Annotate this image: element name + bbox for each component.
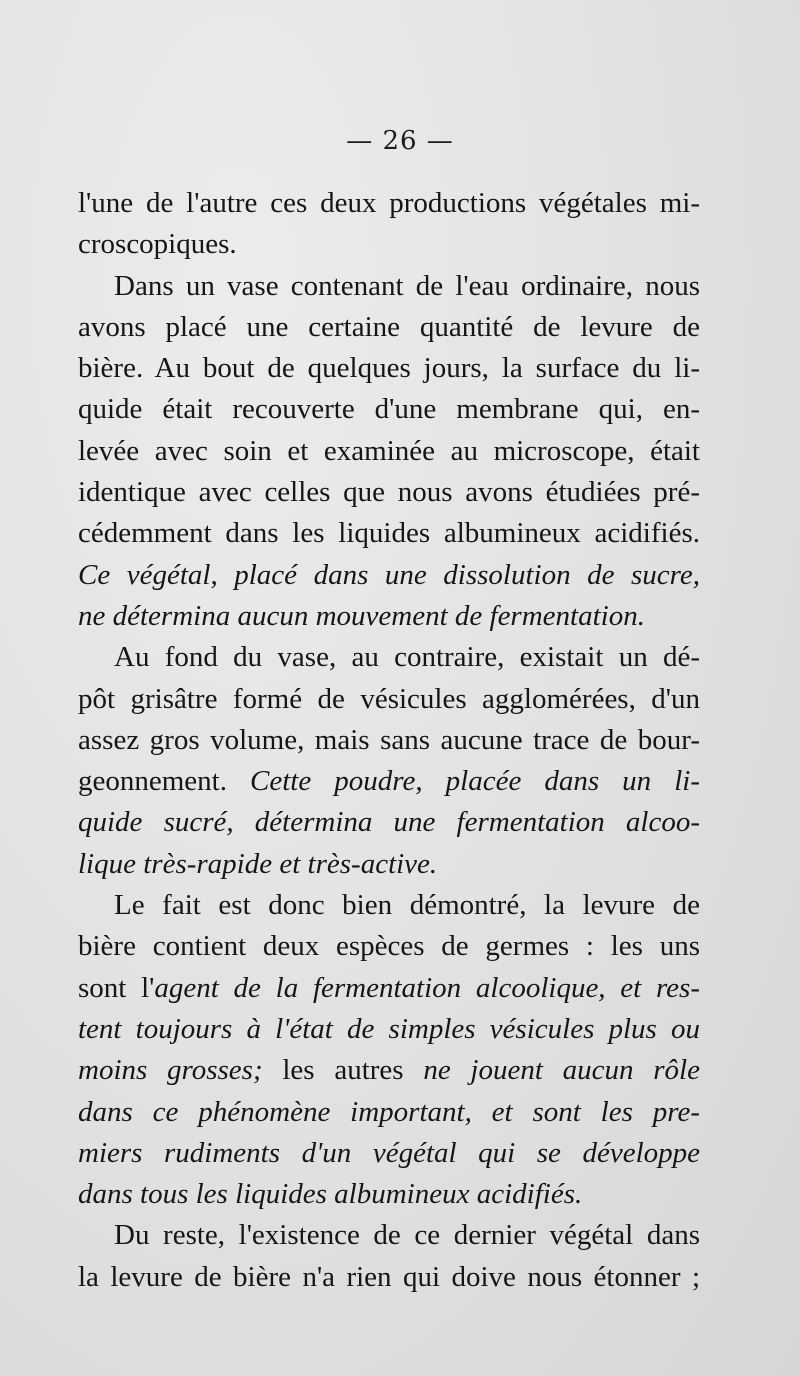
italic-text-segment: Cette poudre, placée dans un li- [250, 765, 700, 798]
text-line [78, 844, 700, 885]
text-line [78, 1215, 700, 1256]
text-segment: Dans un vase contenant de l'eau ordinaire, nous [114, 269, 700, 302]
page-number: — 26 — [346, 126, 454, 156]
text-line [78, 885, 700, 926]
text-segment: identique avec celles que nous avons étudiées pré- [78, 476, 700, 509]
text-line [78, 348, 700, 389]
text-line [78, 472, 700, 513]
text-line [78, 1133, 700, 1174]
text-segment: assez gros volume, mais sans aucune trace de bour- [78, 723, 700, 756]
text-line [78, 431, 700, 472]
text-line [78, 389, 700, 430]
italic-text-segment: moins grosses; [78, 1054, 263, 1087]
italic-text-segment: dans ce phénomène important, et sont les pre- [78, 1095, 700, 1128]
italic-text-segment: tent toujours à l'état de simples vésicules plus ou [78, 1012, 700, 1045]
italic-text-segment: agent de la fermentation alcoolique, et res- [154, 971, 700, 1004]
text-line [78, 1050, 700, 1091]
text-line [78, 1174, 700, 1215]
text-line [78, 1092, 700, 1133]
text-line [78, 637, 700, 678]
italic-text-segment: quide sucré, détermina une fermentation alcoo- [78, 806, 700, 839]
italic-text-segment: ne détermina aucun mouvement de fermentation. [78, 599, 645, 632]
text-segment: bière. Au bout de quelques jours, la surface du li- [78, 352, 700, 385]
italic-text-segment: miers rudiments d'un végétal qui se développe [78, 1136, 700, 1169]
italic-text-segment: dans tous les liquides albumineux acidifiés. [78, 1178, 583, 1211]
italic-text-segment: Ce végétal, placé dans une dissolution de sucre, [78, 558, 700, 591]
text-segment: avons placé une certaine quantité de levure de [78, 310, 700, 343]
text-line [78, 1009, 700, 1050]
text-line [78, 513, 700, 554]
text-line [78, 926, 700, 967]
text-line [78, 224, 700, 265]
body-text [78, 183, 700, 1298]
text-segment: croscopiques. [78, 228, 237, 261]
text-segment: Au fond du vase, au contraire, existait un dé- [114, 641, 700, 674]
text-segment: la levure de bière n'a rien qui doive nous étonner ; [78, 1260, 700, 1293]
text-segment: levée avec soin et examinée au microscope, était [78, 434, 700, 467]
text-segment: Du reste, l'existence de ce dernier végétal dans [114, 1219, 700, 1252]
text-line [78, 555, 700, 596]
text-segment: pôt grisâtre formé de vésicules agglomérées, d'un [78, 682, 700, 715]
italic-text-segment: lique très-rapide et très-active. [78, 847, 438, 880]
text-line [78, 307, 700, 348]
text-line [78, 1257, 700, 1298]
text-segment: cédemment dans les liquides albumineux acidifiés. [78, 517, 700, 550]
text-line [78, 761, 700, 802]
text-line [78, 596, 700, 637]
text-segment: les autres [262, 1054, 424, 1087]
text-segment: quide était recouverte d'une membrane qui, en- [78, 393, 700, 426]
text-segment: Le fait est donc bien démontré, la levure de [114, 889, 700, 922]
text-line [78, 802, 700, 843]
text-line [78, 968, 700, 1009]
italic-text-segment: ne jouent aucun rôle [423, 1054, 700, 1087]
text-line [78, 679, 700, 720]
text-line [78, 266, 700, 307]
text-segment: geonnement. [78, 765, 251, 798]
text-segment: sont l' [78, 971, 155, 1004]
text-segment: l'une de l'autre ces deux productions végétales mi- [78, 187, 700, 219]
text-line [78, 720, 700, 761]
text-segment: bière contient deux espèces de germes : les uns [78, 930, 700, 963]
text-line [78, 183, 700, 224]
